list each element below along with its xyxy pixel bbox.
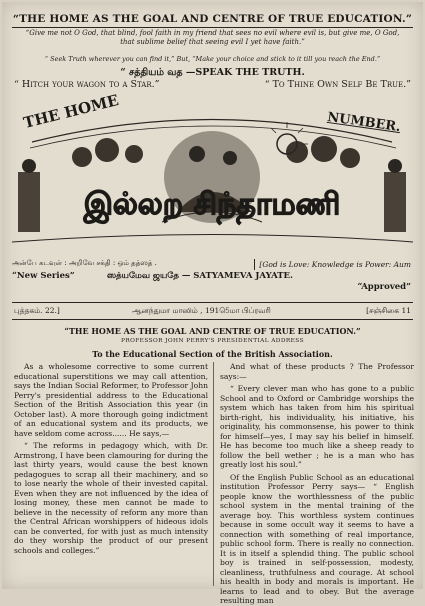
approved-label: “Approved” [357,282,411,292]
quote-line: “Give me not O God, that blind, fool faith in my friend that sees no evil where evil is, but give me, O God, [25,29,400,37]
newspaper-page [2,2,423,605]
article-section: To the Educational Section of the British Association. [92,349,333,359]
paragraph: “ The reforms in pedagogy which, with Dr. Armstrong, I have been clamouring for during the last thirty years, would cause the best known pedagogues to scrap all their machinery, and so to lose nearly the whole of their invested capital. Even when they are not influenced by the idea of losing money, these men cannot be made to believe in the necessity of reform any more than the Central African worshippers of hideous idols can be converted, for with just as much intensity do they worship the product of our present schools and colleges.” [14,441,208,555]
issue-number: [சஞ்சிகை 11 [366,306,411,315]
article-subtitle: PROFESSOR JOHN PERRY'S PRESIDENTIAL ADDRESS [121,338,304,344]
tamil-motto: அன்பே கடவுள் : அறிவே சக்தி : ஒம் தத்ஸத் . [12,259,157,267]
volume-number: புத்தகம். 22.] [14,306,60,315]
paragraph: As a wholesome corrective to some current educational superstitions we may call attention, says the Indian Social Reformer, to Professor John Perry's presidential address to the Educational Section of the British Association this year (in October last). A more thorough going indictment of an educational system and its products, we have seldom come across...... He says,— [14,362,208,438]
hitch-wagon-quote: “ Hitch your wagon to a Star.” [14,79,160,90]
issue-date: ஆனந்துமா மாஸிம் , 1915ெமா பிப்ரவரி [132,306,271,315]
paragraph: And what of these products ? The Professor says:— [220,362,414,381]
column-divider [213,362,214,586]
thine-own-self-quote: “ To Thine Own Self Be True.” [264,79,411,90]
satyameva-jayate: ஸத்யமேவ ஜயதே — SATYAMEVA JAYATE. [107,271,293,281]
masthead-quote [12,29,413,47]
english-motto: [God is Love: Knowledge is Power: Aum [254,259,411,270]
issue-bar [12,302,413,320]
masthead-quote-seek-truth: “ Seek Truth wherever you can find it,” But, “Make your choice and stick to it till you reach the End.” [44,55,381,63]
article-column-right [220,362,414,605]
banner-title: இல்லற சிந்தாமணி [83,187,341,222]
speak-the-truth: “ சத்தியம் வத —SPEAK THE TRUTH. [120,67,305,78]
article-column-left [14,362,208,588]
paragraph: Of the English Public School as an educational institution Professor Perry says— “ English people know the worthlessness of the public school system in the mental training of the average boy. This worthless system continues because in some occult way it seems to have a connection with something of real importance, public school form. There is really no connection. It is in itself a splendid thing. The public school boy is trained in self-possession, modesty, cleanliness, truthfulness and courage. At school his health in body and morals is important. He learns to lead and to obey. But the average resulting man [220,472,414,605]
divider [12,27,413,28]
article-title: “THE HOME AS THE GOAL AND CENTRE OF TRUE EDUCATION.” [64,326,361,336]
paragraph: “ Every clever man who has gone to a public School and to Oxford or Cambridge worships the system which has taken from him his spiritual birth-right, his individuality, his initiative, his originality, his commonsense, his power to think for himself—yes, I may say his belief in himself. He has become too much like a sheep ready to follow the bell wether ; he is a man who has greatly lost his soul.” [220,384,414,469]
quote-line: that sublime belief that seeing evil I yet have faith.” [120,38,305,46]
masthead-title: “THE HOME AS THE GOAL AND CENTRE OF TRUE EDUCATION.” [12,13,413,25]
the-home-label: THE HOME [21,91,121,132]
number-label: NUMBER. [326,109,402,136]
new-series-label: “New Series” [12,271,75,281]
